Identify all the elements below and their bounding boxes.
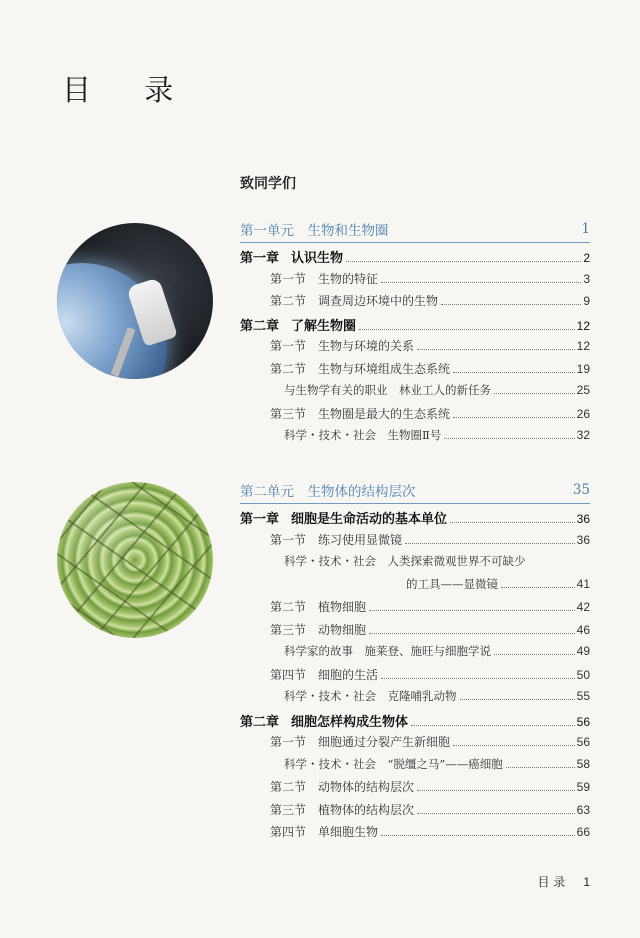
toc-entry-page: 9 <box>583 294 590 308</box>
leader-dots <box>453 744 575 746</box>
toc-entry-page: 25 <box>576 383 590 397</box>
toc-entry-label <box>406 576 498 592</box>
astronaut-earth-image <box>57 223 213 379</box>
unit2-heading[interactable] <box>240 479 590 504</box>
toc-entry-page: 12 <box>576 339 590 353</box>
toc-entry-label <box>284 756 503 772</box>
toc-entry-label <box>240 711 408 730</box>
toc-entry-number: 第二节 <box>270 294 307 308</box>
leader-dots <box>444 437 574 439</box>
leader-dots <box>381 677 575 679</box>
toc-entry-title: 生物的特征 <box>318 271 379 286</box>
toc-chapter-entry[interactable] <box>240 247 590 270</box>
toc-entry-number: 第二节 <box>270 780 307 794</box>
toc-section-entry[interactable] <box>240 427 590 450</box>
toc-entry-page: 41 <box>576 576 590 591</box>
leader-dots <box>346 260 581 262</box>
toc-entry-page: 56 <box>576 714 590 729</box>
toc-section-entry[interactable] <box>240 405 590 428</box>
page-footer <box>537 873 590 890</box>
toc-section-entry[interactable] <box>240 531 590 554</box>
toc-entry-number: 第一节 <box>270 735 307 749</box>
toc-entry-page: 42 <box>576 600 590 614</box>
leader-dots <box>405 542 575 544</box>
leader-dots <box>417 348 575 350</box>
footer-label: 目 录 <box>537 875 566 889</box>
leader-dots <box>411 724 575 726</box>
toc-entry-label <box>270 598 366 615</box>
unit2-section <box>240 479 590 846</box>
toc-entry-label <box>270 531 402 548</box>
toc-section-entry[interactable] <box>240 756 590 779</box>
toc-chapter-entry[interactable] <box>240 315 590 338</box>
leader-dots <box>494 653 575 655</box>
toc-entry-title: 生物与环境组成生态系统 <box>318 361 451 376</box>
toc-entry-page: 56 <box>576 735 590 749</box>
toc-section-entry[interactable] <box>240 360 590 383</box>
toc-entry-title: 动物细胞 <box>318 622 367 637</box>
toc-entry-title: 细胞怎样构成生物体 <box>291 714 409 730</box>
leader-dots <box>359 328 575 330</box>
toc-entry-number: 第二节 <box>270 361 307 376</box>
toc-entry-page: 3 <box>583 271 590 286</box>
toc-entry-page: 26 <box>576 406 590 421</box>
toc-entry-title: 生物与环境的关系 <box>318 339 415 353</box>
toc-entry-number: 第四节 <box>270 825 307 839</box>
leader-dots <box>460 698 575 700</box>
unit1-label: 第一单元 <box>240 223 294 239</box>
leader-dots <box>494 392 575 394</box>
toc-entry-title: 细胞是生命活动的基本单位 <box>291 512 448 527</box>
toc-entry-label <box>270 801 414 818</box>
toc-entry-label <box>284 643 491 659</box>
toc-entry-label <box>284 382 491 398</box>
leader-dots <box>369 632 575 634</box>
toc-entry-page: 55 <box>576 689 590 703</box>
toc-entry-title: 科学・技术・社会 “脱缰之马”——癌细胞 <box>284 756 503 771</box>
toc-entry-title: 的工具——显微镜 <box>406 576 498 591</box>
toc-section-entry[interactable] <box>240 733 590 756</box>
toc-entry-page: 50 <box>576 667 590 682</box>
toc-entry-label <box>284 427 441 443</box>
toc-entry-title: 练习使用显微镜 <box>318 532 403 547</box>
toc-entry-label <box>284 553 526 569</box>
toc-entry-label <box>240 508 447 527</box>
leader-dots <box>453 416 575 418</box>
toc-entry-greeting[interactable]: 致同学们 <box>240 176 296 192</box>
toc-section-entry[interactable] <box>240 292 590 315</box>
toc-section-entry[interactable] <box>240 553 590 576</box>
toc-entry-label <box>270 733 450 750</box>
toc-entry-number: 第一节 <box>270 339 307 353</box>
leader-dots <box>417 812 575 814</box>
unit1-title: 生物和生物圈 <box>307 223 389 239</box>
toc-section-entry[interactable] <box>240 270 590 293</box>
toc-entry-title: 单细胞生物 <box>318 825 379 839</box>
toc-entry-number: 第一节 <box>270 532 307 547</box>
toc-entry-title: 认识生物 <box>291 251 344 266</box>
toc-entry-page: 49 <box>576 644 590 658</box>
toc-entry-label <box>270 405 450 422</box>
toc-section-entry[interactable] <box>240 666 590 689</box>
unit1-heading[interactable] <box>240 218 590 243</box>
unit1-page: 1 <box>581 221 590 237</box>
unit2-label: 第二单元 <box>240 484 294 500</box>
toc-entry-page: 2 <box>583 251 590 265</box>
toc-entry-number: 第二节 <box>270 600 307 614</box>
toc-section-entry[interactable] <box>240 576 590 599</box>
unit1-section <box>240 218 590 450</box>
toc-entry-label <box>270 292 438 309</box>
toc-entry-number: 第二章 <box>240 714 280 730</box>
toc-entry-title: 细胞的生活 <box>318 667 379 682</box>
leader-dots <box>453 371 575 373</box>
toc-entry-page: 46 <box>576 622 590 637</box>
toc-section-entry[interactable] <box>240 801 590 824</box>
leader-dots <box>450 521 575 523</box>
leader-dots <box>417 789 575 791</box>
toc-chapter-entry[interactable] <box>240 508 590 531</box>
toc-section-entry[interactable] <box>240 382 590 405</box>
toc-entry-number: 第一章 <box>240 512 280 527</box>
toc-entry-page: 19 <box>576 361 590 376</box>
toc-entry-number: 第三节 <box>270 622 307 637</box>
toc-entry-label <box>270 666 378 683</box>
leader-dots <box>441 303 581 305</box>
toc-entry-page: 59 <box>576 780 590 794</box>
leader-dots <box>381 834 575 836</box>
toc-entry-title: 调查周边环境中的生物 <box>318 294 439 308</box>
toc-section-entry[interactable] <box>240 823 590 846</box>
toc-section-entry[interactable] <box>240 778 590 801</box>
toc-entry-title: 了解生物圈 <box>291 318 357 334</box>
unit2-page: 35 <box>572 482 590 498</box>
unit2-title: 生物体的结构层次 <box>307 484 416 500</box>
toc-section-entry[interactable] <box>240 598 590 621</box>
toc-entry-label <box>240 315 356 334</box>
toc-entry-title: 科学・技术・社会 人类探索微观世界不可缺少 <box>284 554 526 568</box>
toc-entry-title: 植物细胞 <box>318 600 367 614</box>
toc-section-entry[interactable] <box>240 337 590 360</box>
toc-entry-label <box>284 688 457 704</box>
leader-dots <box>506 766 575 768</box>
toc-entry-page: 36 <box>576 512 590 526</box>
toc-entry-page: 63 <box>576 802 590 817</box>
toc-section-entry[interactable] <box>240 621 590 644</box>
plant-cells-image <box>57 482 213 638</box>
toc-entry-title: 与生物学有关的职业 林业工人的新任务 <box>284 383 491 397</box>
footer-page-number: 1 <box>583 875 590 889</box>
toc-entry-title: 科学家的故事 施莱登、施旺与细胞学说 <box>284 644 491 658</box>
toc-entry-number: 第三节 <box>270 802 307 817</box>
toc-entry-page: 12 <box>576 318 590 333</box>
toc-entry-label <box>270 270 378 287</box>
page-title: 目 录 <box>62 73 196 107</box>
toc-entry-number: 第二章 <box>240 318 280 334</box>
toc-entry-title: 植物体的结构层次 <box>318 802 415 817</box>
toc-entry-page: 32 <box>576 428 590 442</box>
unit2-entries <box>240 508 590 846</box>
leader-dots <box>501 586 575 588</box>
toc-entry-title: 科学・技术・社会 克隆哺乳动物 <box>284 689 457 703</box>
toc-entry-number: 第三节 <box>270 406 307 421</box>
toc-chapter-entry[interactable] <box>240 711 590 734</box>
toc-entry-title: 科学・技术・社会 生物圈Ⅱ号 <box>284 428 442 442</box>
unit1-entries <box>240 247 590 450</box>
toc-entry-title: 生物圈是最大的生态系统 <box>318 406 451 421</box>
toc-entry-label <box>270 823 378 840</box>
toc-entry-page: 58 <box>576 756 590 771</box>
toc-section-entry[interactable] <box>240 688 590 711</box>
toc-entry-label <box>270 778 414 795</box>
toc-entry-page: 36 <box>576 532 590 547</box>
toc-entry-title: 动物体的结构层次 <box>318 780 415 794</box>
toc-entry-number: 第一章 <box>240 251 280 266</box>
leader-dots <box>369 609 575 611</box>
toc-entry-page: 66 <box>576 825 590 839</box>
toc-entry-label <box>270 621 366 638</box>
toc-entry-number: 第一节 <box>270 271 307 286</box>
toc-entry-label <box>270 337 414 354</box>
toc-entry-label <box>240 247 343 266</box>
toc-entry-label <box>270 360 450 377</box>
toc-section-entry[interactable] <box>240 643 590 666</box>
leader-dots <box>381 281 581 283</box>
toc-entry-number: 第四节 <box>270 667 307 682</box>
toc-entry-title: 细胞通过分裂产生新细胞 <box>318 735 451 749</box>
